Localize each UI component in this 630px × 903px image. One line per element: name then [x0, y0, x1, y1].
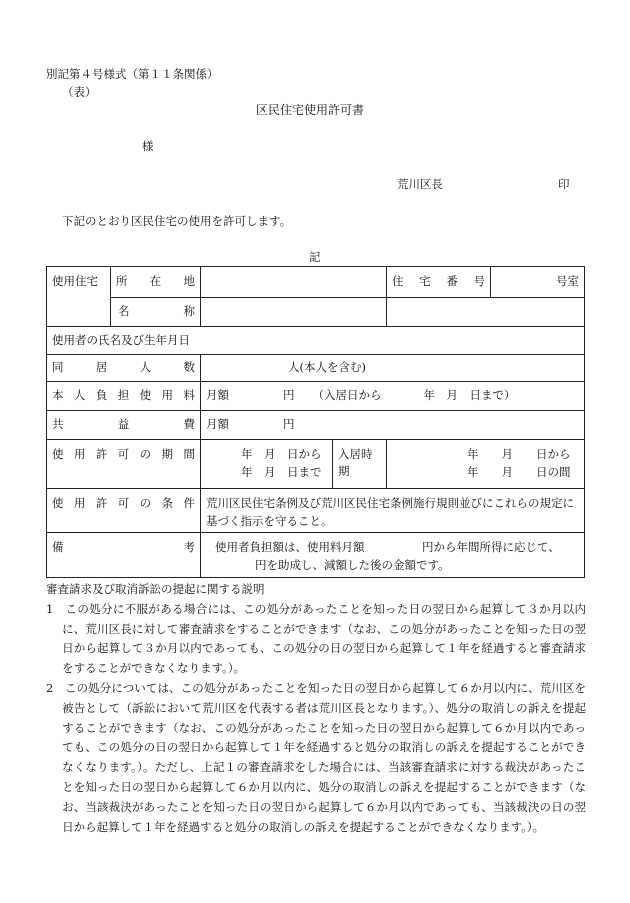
self-rent-label: 本 人 負 担 使 用 料 — [47, 382, 201, 411]
permit-table — [46, 266, 585, 578]
form-id: 別記第４号様式（第１１条関係） — [46, 67, 219, 81]
user-label: 使用者の氏名及び生年月日 — [47, 326, 585, 355]
remarks-label: 備 考 — [47, 532, 201, 577]
period-label: 使 用 許 可 の 期 間 — [47, 439, 201, 488]
conditions-text: 荒川区民住宅条例及び荒川区民住宅条例施行規則並びにこれらの規定に基づく指示を守ること。 — [201, 488, 585, 532]
document-title: 区民住宅使用許可書 — [256, 103, 365, 117]
move-in-value[interactable]: 年 月 日から 年 月 日の間 — [387, 439, 585, 488]
intro-text: 下記のとおり区民住宅の使用を許可します。 — [62, 214, 292, 228]
conditions-label: 使 用 許 可 の 条 件 — [47, 488, 201, 532]
side-label: （表） — [62, 85, 97, 99]
cohabit-value[interactable]: 人(本人を含む) — [201, 355, 585, 382]
ki-label: 記 — [309, 250, 321, 264]
addressee-suffix: 様 — [142, 139, 154, 153]
period-value[interactable]: 年 月 日から 年 月 日まで — [201, 439, 333, 488]
cohabit-label: 同 居 人 数 — [47, 355, 201, 382]
unit-no-label: 住 宅 番 号 — [387, 267, 491, 298]
common-fee-value[interactable]: 月額 円 — [201, 410, 585, 439]
explanation-item-2: 2 この処分については、この処分があったことを知った日の翌日から起算して６か月以内に、荒川区を被告として（訴訟において荒川区を代表する者は荒川区長となります。）、処分の取消しの訴えを提起することができます（なお、この処分があったことを知った日の翌日から起算して６か月以内であっても、この処分の日の翌日から起算して１年を経過すると処分の取消しの訴えを提起することができなくなります。）。ただし、上記１の審査請求をした場合には、当該審査請求に対する裁決があったことを知った日の翌日から起算して６か月以内に、処分の取消しの訴えを提起することができます（なお、当該裁決があったことを知った日の翌日から起算して６か月以内であっても、当該裁決の日の翌日から起算して１年を経過すると処分の取消しの訴えを提起することができなくなります。）。 — [46, 680, 586, 834]
address-value[interactable] — [201, 267, 387, 298]
move-in-label: 入居時期 — [333, 439, 387, 488]
seal-mark: 印 — [558, 177, 570, 191]
name-value[interactable] — [201, 297, 387, 326]
explanation-heading: 審査請求及び取消訴訟の提起に関する説明 — [46, 582, 265, 596]
unit-no-continuation — [387, 297, 585, 326]
address-label: 所 在 地 — [111, 267, 201, 298]
explanation-item-1: 1 この処分に不服がある場合には、この処分があったことを知った日の翌日から起算して３か月以内に、荒川区長に対して審査請求をすることができます（なお、この処分があったことを知った日の翌日から起算して３か月以内であっても、この処分の日の翌日から起算して１年を経過すると審査請求をすることができなくなります。）。 — [46, 601, 586, 676]
remarks-text: 使用者負担額は、使用料月額 円から年間所得に応じて、 円を助成し、減額した後の金額です。 — [201, 532, 585, 577]
housing-label: 使用住宅 — [47, 267, 111, 327]
issuer: 荒川区長 — [397, 177, 443, 191]
common-fee-label: 共 益 費 — [47, 410, 201, 439]
self-rent-value[interactable]: 月額 円 （入居日から 年 月 日まで） — [201, 382, 585, 411]
name-label: 名 称 — [111, 297, 201, 326]
appeal-explanation — [46, 580, 586, 837]
unit-no-value[interactable]: 号室 — [491, 267, 585, 298]
